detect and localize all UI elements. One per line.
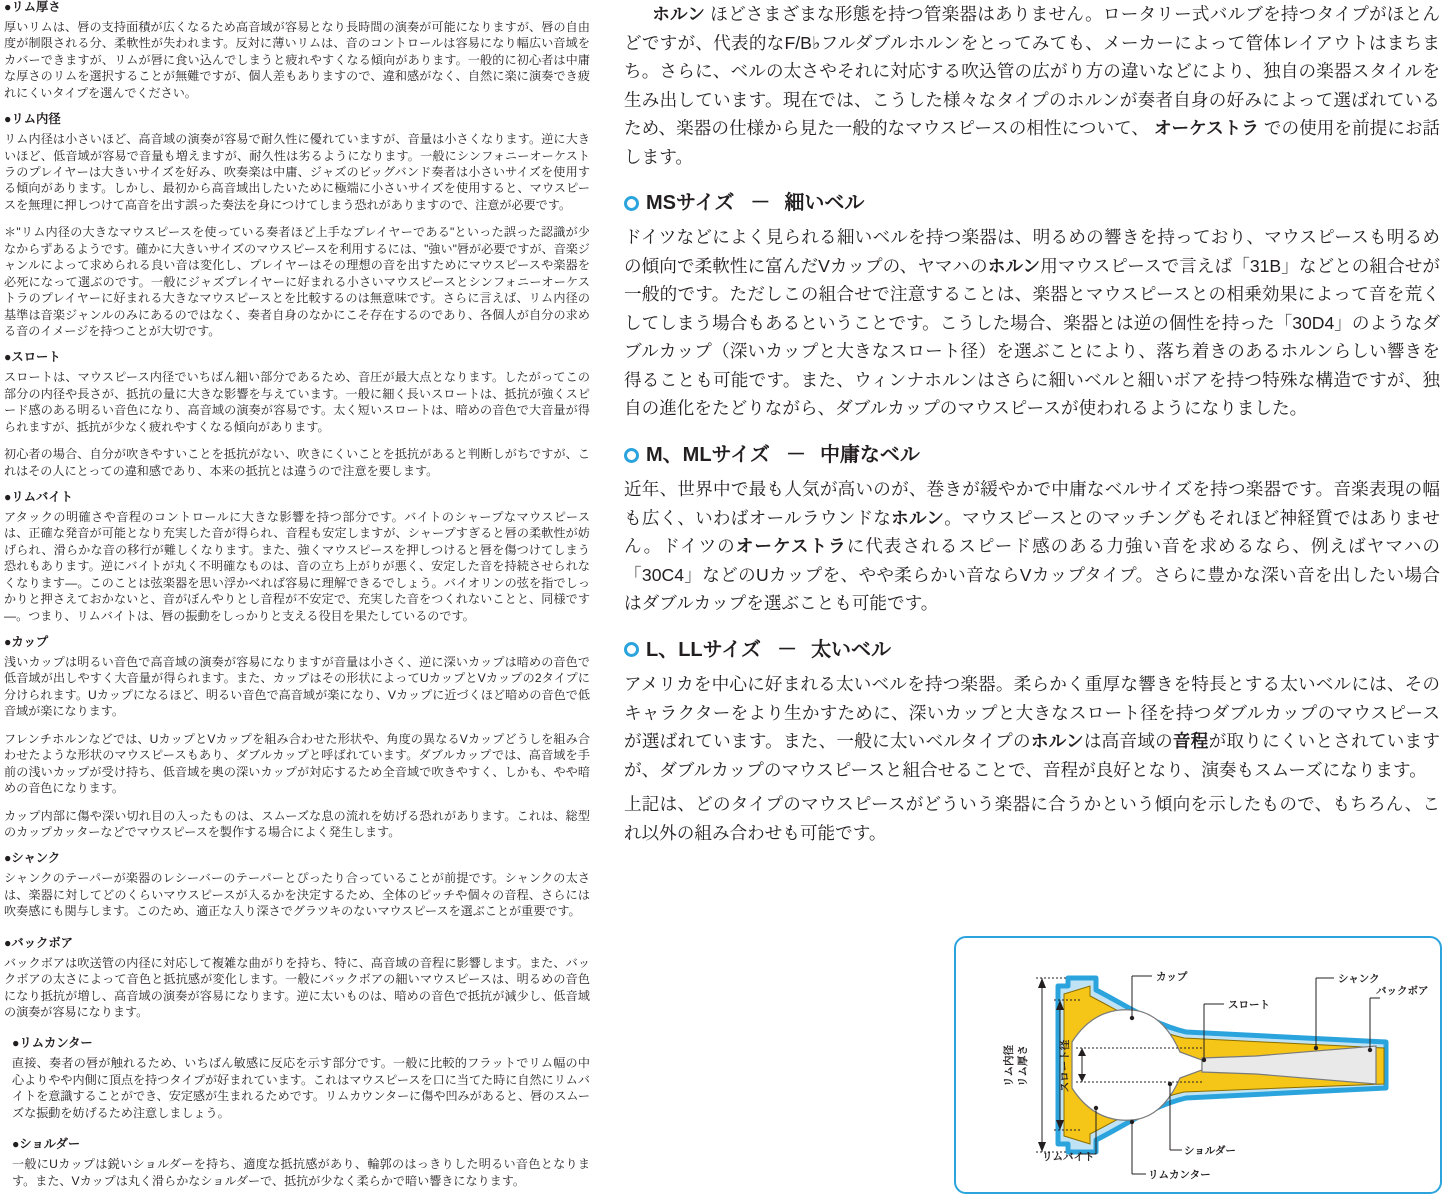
mouthpiece-cross-section-svg <box>956 938 1440 1192</box>
heading-backbore: ●バックボア <box>4 935 73 950</box>
para-rim-bite-1: アタックの明確さや音程のコントロールに大きな影響を持つ部分です。バイトのシャープなマウスピースは、正確な発音が可能となり充実した音が得られ、音程も安定しますが、シャープすぎると唇の柔軟性が妨げられ、滑らかな音の移行が難しくなります。また、強くマウスピースを押しつけると唇を傷つけてしまう恐れもあります。逆にバイトが丸く不明確なものは、音の立ち上がりが悪く、安定した音を持続させられなくなります―。このことは弦楽器を思い浮かべれば容易に理解できるでしょう。バイオリンの弦を指でしっかりと押さえておかないと、音がぼんやりとし音程が不安定で、充実した音をつくれないことと、同様です―。つまり、リムバイトは、唇の振動をしっかりと支える役目を果たしているのです。 <box>4 510 590 623</box>
section-dash-m-ml: － <box>785 443 806 466</box>
para-rim-thickness: 厚いリムは、唇の支持面積が広くなるため高音域が容易となり長時間の演奏が可能になりますが、唇の自由度が制限される分、柔軟性が失われます。反対に薄いリムは、音のコントロールは容易になり幅広い音域をカバーできますが、リムが唇に食い込んでしまうと疲れやすくなる傾向があります。一般的に初心者は中庸な厚さのリムを選択することが無難ですが、個人差もありますので、違和感がなく、自然に楽に演奏でき疲れにくいタイプを選んでください。 <box>4 19 590 100</box>
para-rim-inner-1: リム内径は小さいほど、高音域の演奏が容易で耐久性に優れていますが、音量は小さくなります。逆に大きいほど、低音域が容易で音量も増えますが、耐久性は劣るようになります。一般にシンフォニーオーケストラのプレイヤーは大きいサイズを好み、吹奏楽は中庸、ジャズのビッグバンド奏者は小さいサイズを使用する傾向があります。しかし、最初から高音域出したいために極端に小さいサイズを使用すると、マウスピースを無理に押しつけて高音を出す誤った奏法を身につけてしまう恐れがありますので、注意が必要です。 <box>4 132 590 212</box>
heading-throat: ●スロート <box>4 350 61 365</box>
left-column <box>0 0 596 1200</box>
label-shank: シャンク <box>1338 973 1380 985</box>
right-column <box>624 0 1440 853</box>
mml-body-bold: ホルン <box>891 507 945 528</box>
para-backbore-1: バックボアは吹送管の内径に対応して複雑な曲がりを持ち、特に、高音域の音程に影響します。また、バックボアの太さによって音色と抵抗感が変化します。一般にバックボアの細いマウスピースは、明るめの音色になり抵抗が増し、高音域の演奏が容易になります。逆に太いものは、暗めの音色で抵抗が減少し、低音域の演奏が容易になります。 <box>4 955 590 1020</box>
section-title-l-ll: L、LLサイズ <box>646 638 762 661</box>
section-heading-l-ll <box>624 634 1440 666</box>
label-cup: カップ <box>1156 971 1188 983</box>
para-rim-inner-2: ＊"リム内径の大きなマウスピースを使っている奏者ほど上手なプレイヤーである"といった誤った認識が少なからずあるようです。確かに大きいサイズのマウスピースを利用するには、"強い"唇が必要ですが、音楽ジャンルによって求められる良い音は変化し、プレイヤーはその理想の音を出すためにマウスピースや楽器を必死になって選ぶのです。一般にジャズプレイヤーに好まれる小さいマウスピースとシンフォニーオーケストラのプレイヤーに好まれる大きなマウスピースとを比較するのは無意味です。さらに言えば、リム内径の基準は音楽ジャンルのみにあるのではなく、奏者自身のなかにこそ存在するのであり、各個人が自分の求める音のイメージを持つことが大切です。 <box>4 225 590 338</box>
ms-body-bold: ホルン <box>987 255 1041 276</box>
heading-rim-counter: ●リムカンター <box>12 1036 93 1051</box>
label-shoulder: ショルダー <box>1184 1145 1236 1157</box>
mouthpiece-diagram <box>954 936 1442 1194</box>
intro-bold-horn: ホルン <box>652 4 706 24</box>
label-throat-diameter: スロート径 <box>1059 1039 1071 1093</box>
section-body-ms <box>624 223 1440 423</box>
section-dash-ms: － <box>750 192 771 214</box>
label-backbore: バックボア <box>1376 985 1429 997</box>
para-cup-2: フレンチホルンなどでは、UカップとVカップを組み合わせた形状や、角度の異なるVカップどうしを組み合わせたような形状のマウスピースもあり、ダブルカップと呼ばれています。ダブルカップでは、高音域を手前の浅いカップが受け持ち、低音域を奥の深いカップが対応するため全音域で吹きやすく、しかも、やや暗めの音色になります。 <box>4 731 591 796</box>
intro-paragraph <box>624 0 1440 171</box>
para-shank-1: シャンクのテーパーが楽器のレシーバーのテーパーとぴったり合っていることが前提です。シャンクの太さは、楽器に対してどのくらいマウスピースが入るかを決定するため、全体のピッチや個々の音程、さらには吹奏感にも関与します。このため、適正な入り深さでグラツキのないマウスピースを選ぶことが重要です。 <box>4 871 590 919</box>
section-subtitle-ms: 細いベル <box>784 192 865 214</box>
lll-body-mid: は高音域の <box>1083 731 1173 752</box>
ms-body-post: 用マウスピースで言えば「31B」などとの組合せが一般的です。ただしこの組合せで注意することは、楽器とマウスピースとの相乗効果によって音を荒くしてしまう場合もあるということです。こうした場合、楽器とは逆の個性を持った「30D4」のようなダブルカップ（深いカップと大きなスロート径）を選ぶことにより、落ち着きのあるホルンらしい響きを得ることも可能です。また、ウィンナホルンはさらに細いベルと細いボアを持つ特殊な構造ですが、独自の進化をたどりながら、ダブルカップのマウスピースが使われるようになりました。 <box>624 255 1440 419</box>
section-heading-m-ml <box>624 439 1440 471</box>
section-heading-ms <box>624 187 1440 219</box>
mml-body-post: に代表されるスピード感のある力強い音を求めるなら、例えばヤマハの「30C4」などのUカップを、やや柔らかい音ならVカップタイプ。さらに豊かな深い音を出したい場合はダブルカップを選ぶことも可能です。 <box>624 536 1441 614</box>
lll-body-pre: アメリカを中心に好まれる太いベルを持つ楽器。柔らかく重厚な響きを特長とする太いベルには、そのキャラクターをより生かすために、深いカップと大きなスロート径を持つダブルカップのマウスピースが選ばれています。また、一般に太いベルタイプの <box>624 674 1440 752</box>
label-rim-bite: リムバイト <box>1042 1151 1095 1163</box>
heading-shank: ●シャンク <box>4 851 61 866</box>
label-rim-inner: リム内径 <box>1003 1045 1015 1087</box>
mml-body-bold2: オーケストラ <box>735 536 847 557</box>
ms-body-pre: ドイツなどによく見られる細いベルを持つ楽器は、明るめの響きを持っており、マウスピースも明るめの傾向で柔軟性に富んだVカップの、ヤマハの <box>624 227 1440 276</box>
heading-rim-inner: ●リム内径 <box>4 112 61 127</box>
heading-rim-bite: ●リムバイト <box>4 490 73 505</box>
label-throat: スロート <box>1228 999 1270 1011</box>
heading-cup: ●カップ <box>4 635 49 650</box>
section-title-m-ml: M、MLサイズ <box>646 443 770 466</box>
section-subtitle-l-ll: 太いベル <box>811 638 892 661</box>
circle-bullet-icon <box>624 642 639 657</box>
para-throat-1: スロートは、マウスピース内径でいちばん細い部分であるため、音圧が最大点となります。したがってこの部分の内径や長さが、抵抗の量に大きな影響を与えています。一般に細く長いスロートは、抵抗が強くスピード感のある明るい音色になり、高音域の演奏が容易です。太く短いスロートは、暗めの音色で大音量が得られますが、抵抗が少なく疲れやすくなる傾向があります。 <box>4 370 590 434</box>
mml-body-mid: 。マウスピースとのマッチングもそれほど神経質ではありません。ドイツの <box>624 507 1440 557</box>
para-throat-2: 初心者の場合、自分が吹きやすいことを抵抗がない、吹きにくいことを抵抗があると判断しがちですが、これはその人にとっての違和感であり、本来の抵抗とは違うので注意を要します。 <box>4 447 590 478</box>
section-body-m-ml <box>624 475 1440 618</box>
circle-bullet-icon <box>624 196 639 211</box>
para-shoulder-1: 一般にUカップは鋭いショルダーを持ち、適度な抵抗感があり、輪郭のはっきりした明るい音色となります。また、Vカップは丸く滑らかなショルダーで、抵抗が少なく柔らかで暗い響きになります。 <box>12 1157 590 1188</box>
label-rim-width: リム厚さ <box>1017 1045 1029 1087</box>
heading-shoulder: ●ショルダー <box>12 1137 81 1152</box>
intro-text: ほどさまざまな形態を持つ管楽器はありません。ロータリー式バルブを持つタイプがほとんどですが、代表的なF/B♭フルダブルホルンをとってみても、メーカーによって管体レイアウトはまちまち。さらに、ベルの太さやそれに対応する吹込管の広がり方の違いなどにより、独自の楽器スタイルを生み出しています。現在では、こうした様々なタイプのホルンが奏者自身の好みによって選ばれているため、楽器の仕様から見た一般的なマウスピースの相性について、 <box>624 4 1440 138</box>
section-subtitle-m-ml: 中庸なベル <box>819 443 920 466</box>
lll-body-post: が取りにくいとされていますが、ダブルカップのマウスピースと組合せることで、音程が良好となり、演奏もスムーズになります。 <box>624 731 1440 780</box>
intro-bold-orchestra: オーケストラ <box>1153 118 1259 138</box>
para-rim-counter-1: 直接、奏者の唇が触れるため、いちばん敏感に反応を示す部分です。一般に比較的フラットでリム幅の中心よりやや内側に頂点を持つタイプが好まれています。これはマウスピースを口に当てた時に自然にリムバイトを意識することができ、安定感が生まれるためです。リムカウンターに傷や凹みがあると、唇のスムーズな振動を妨げるため注意しましょう。 <box>12 1056 590 1120</box>
section-dash-l-ll: － <box>777 638 798 661</box>
mml-body-pre: 近年、世界中で最も人気が高いのが、巻きが緩やかで中庸なベルサイズを持つ楽器です。音楽表現の幅も広く、いわばオールラウンドな <box>624 479 1440 528</box>
section-title-ms: MSサイズ <box>646 192 735 214</box>
circle-bullet-icon <box>624 448 639 463</box>
para-cup-1: 浅いカップは明るい音色で高音域の演奏が容易になりますが音量は小さく、逆に深いカップは暗めの音色で低音域が出しやすく大音量が得られます。また、カップはその形状によってUカップとVカップの2タイプに分けられます。Uカップになるほど、明るい音色で高音域が楽になり、Vカップに近づくほど暗めの音色で低音域が楽になります。 <box>4 655 590 719</box>
lll-body-bold2: 音程 <box>1172 731 1209 752</box>
label-rim-counter: リムカンター <box>1148 1169 1211 1181</box>
closing-paragraph: 上記は、どのタイプのマウスピースがどういう楽器に合うかという傾向を示したもので、もちろん、これ以外の組み合わせも可能です。 <box>624 794 1440 843</box>
lll-body-bold: ホルン <box>1030 731 1084 752</box>
heading-rim-thickness: ●リム厚さ <box>4 0 61 14</box>
section-body-l-ll <box>624 670 1440 784</box>
para-cup-3: カップ内部に傷や深い切れ目の入ったものは、スムーズな息の流れを妨げる恐れがあります。これは、総型のカップカッターなどでマウスピースを製作する場合によく発生します。 <box>4 808 590 839</box>
intro-text-tail: での使用を前提にお話します。 <box>624 118 1441 167</box>
